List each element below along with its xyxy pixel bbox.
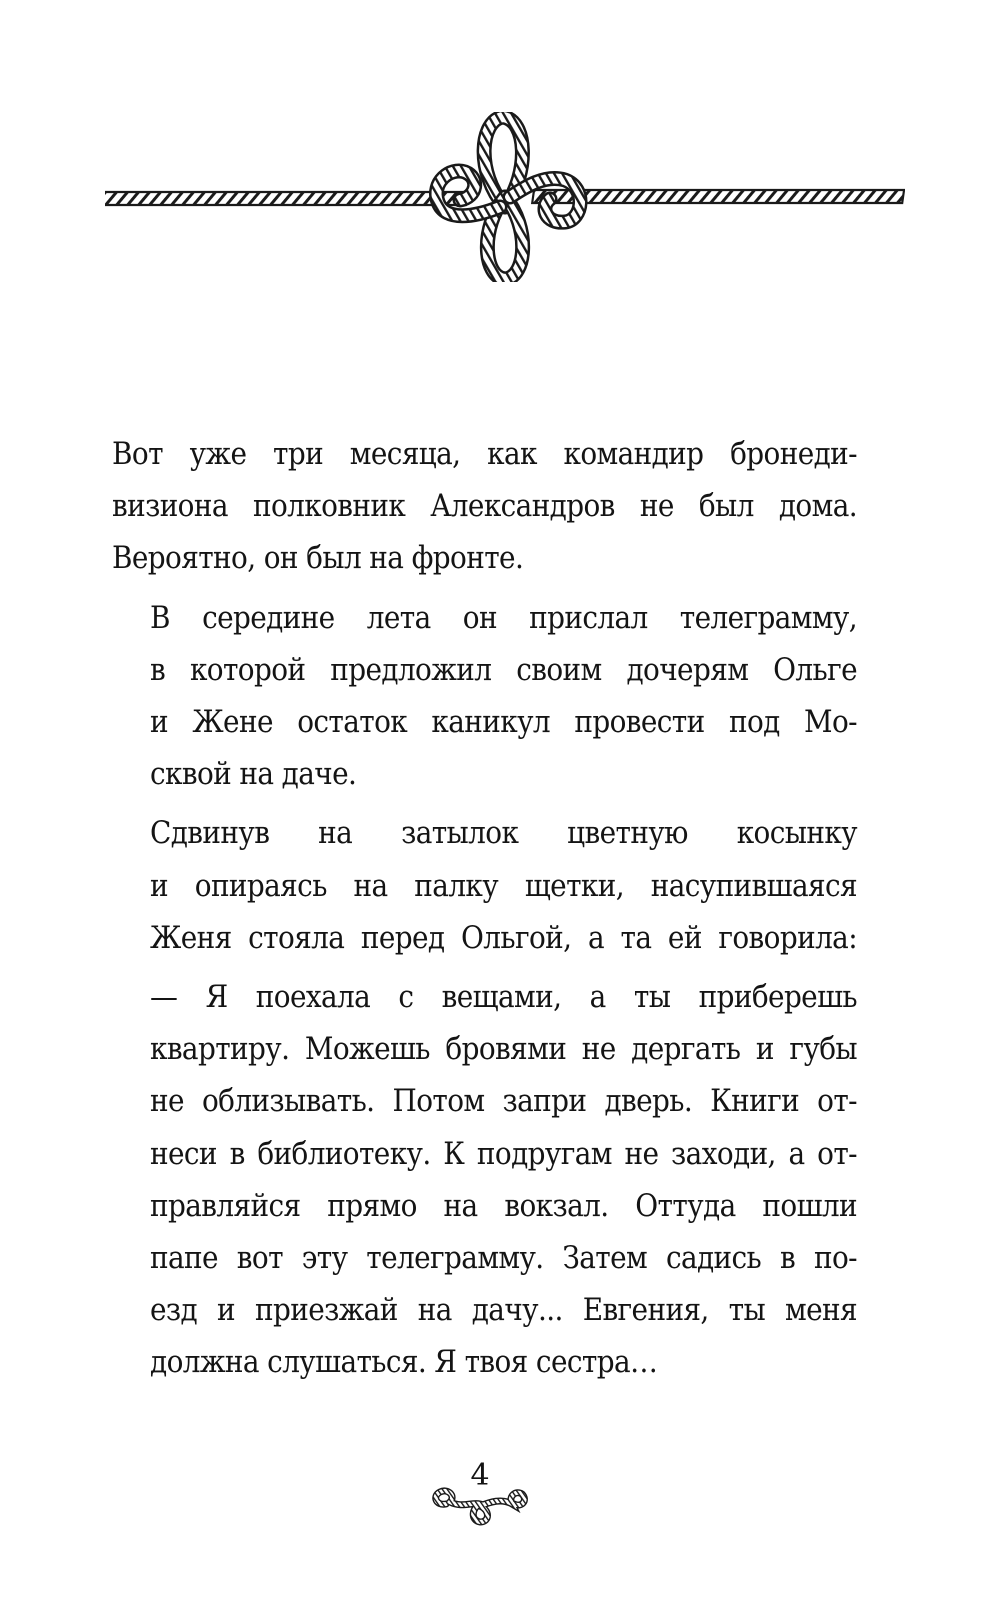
text-line: неси в библиотеку. К подругам не заходи, а от- xyxy=(150,1135,857,1172)
text-line: Вероятно, он был на фронте. xyxy=(112,540,524,577)
paragraph xyxy=(112,428,857,585)
text-line: визиона полковник Александров не был дома. xyxy=(112,488,857,525)
text-line: сквой на даче. xyxy=(150,756,357,793)
text-line: Женя стояла перед Ольгой, а та ей говорила: xyxy=(150,919,857,956)
text-line: должна слушаться. Я твоя сестра… xyxy=(150,1344,658,1381)
text-line: не облизывать. Потом запри дверь. Книги от- xyxy=(150,1083,857,1120)
text-line: квартиру. Можешь бровями не дергать и губы xyxy=(150,1031,857,1068)
text-line: и Жене остаток каникул провести под Мо- xyxy=(150,704,857,741)
paragraph xyxy=(112,807,857,964)
rope-curl-ornament-icon xyxy=(428,1484,532,1530)
text-line: и опираясь на палку щетки, насупившаяся xyxy=(150,867,857,904)
text-line: — Я поехала с вещами, а ты приберешь xyxy=(150,979,857,1016)
text-line: езд и приезжай на дачу... Евгения, ты меня xyxy=(150,1292,857,1329)
text-line: папе вот эту телеграмму. Затем садись в по- xyxy=(150,1240,857,1277)
rope-knot-ornament-icon xyxy=(105,112,905,282)
text-line: В середине лета он прислал телеграмму, xyxy=(150,599,857,636)
paragraph xyxy=(112,592,857,801)
text-line: правляйся прямо на вокзал. Оттуда пошли xyxy=(150,1187,857,1224)
text-line: Сдвинув на затылок цветную косынку xyxy=(150,815,857,852)
paragraph xyxy=(112,971,857,1389)
page-number: 4 xyxy=(470,1458,490,1493)
text-line: в которой предложил своим дочерям Ольге xyxy=(150,651,857,688)
page-body xyxy=(112,428,857,1396)
text-line: Вот уже три месяца, как командир бронеди- xyxy=(112,436,857,472)
